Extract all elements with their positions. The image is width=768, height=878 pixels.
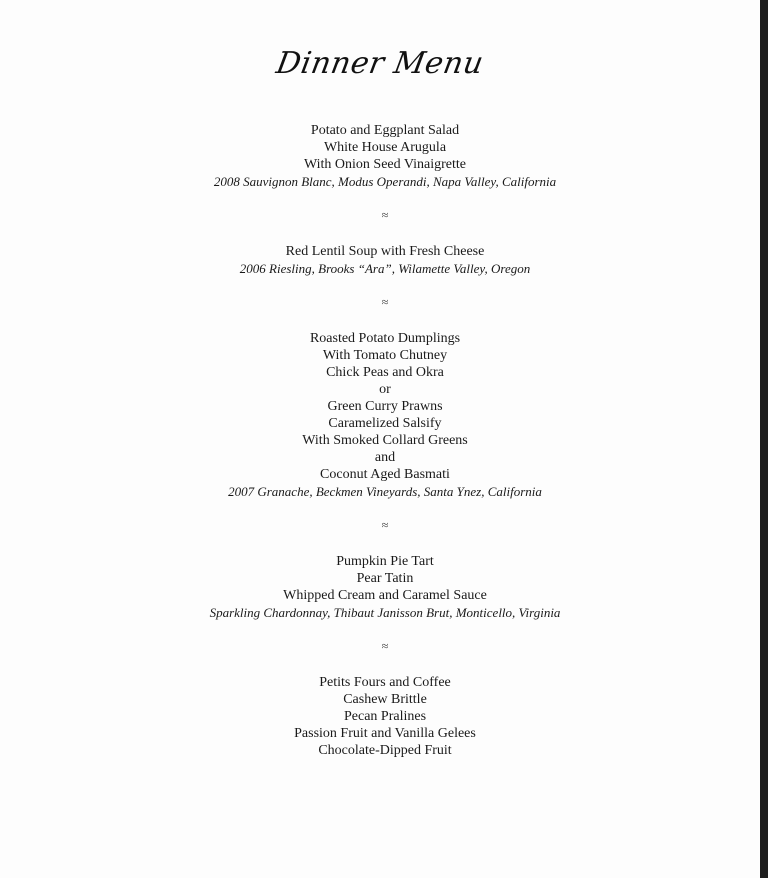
- course-separator: ≈: [381, 295, 389, 309]
- course-main: [0, 330, 768, 500]
- wine-pairing: 2006 Riesling, Brooks “Ara”, Wilamette Valley, Oregon: [239, 261, 531, 276]
- menu-item: Red Lentil Soup with Fresh Cheese: [285, 244, 485, 259]
- menu-item: Whipped Cream and Caramel Sauce: [283, 588, 487, 603]
- menu-item: Roasted Potato Dumplings: [309, 331, 461, 346]
- menu-item: White House Arugula: [323, 140, 447, 155]
- menu-item: Passion Fruit and Vanilla Gelees: [294, 726, 476, 741]
- menu-item: Pecan Pralines: [343, 709, 427, 724]
- wine-pairing: Sparkling Chardonnay, Thibaut Janisson Brut, Monticello, Virginia: [209, 605, 561, 620]
- course-soup: [0, 243, 768, 277]
- menu-item: or: [379, 382, 391, 397]
- menu-item: Cashew Brittle: [343, 692, 427, 707]
- menu-item: and: [374, 450, 396, 465]
- course-salad: [0, 122, 768, 190]
- menu-item: Coconut Aged Basmati: [320, 467, 450, 482]
- menu-item: With Tomato Chutney: [322, 348, 448, 363]
- menu-item: With Smoked Collard Greens: [302, 433, 468, 448]
- course-petits-fours: [0, 674, 768, 759]
- course-separator: ≈: [381, 639, 389, 653]
- menu-item: Pumpkin Pie Tart: [336, 554, 434, 569]
- menu-item: Green Curry Prawns: [327, 399, 443, 414]
- menu-item: Chick Peas and Okra: [326, 365, 444, 380]
- menu-item: Chocolate-Dipped Fruit: [318, 743, 452, 758]
- wine-pairing: 2008 Sauvignon Blanc, Modus Operandi, Napa Valley, California: [213, 174, 557, 189]
- menu-body: [0, 122, 768, 759]
- course-separator: ≈: [381, 208, 389, 222]
- menu-item: With Onion Seed Vinaigrette: [303, 157, 467, 172]
- menu-item: Caramelized Salsify: [328, 416, 442, 431]
- menu-item: Petits Fours and Coffee: [319, 675, 451, 690]
- course-separator: ≈: [381, 518, 389, 532]
- wine-pairing: 2007 Granache, Beckmen Vineyards, Santa Ynez, California: [228, 484, 542, 499]
- menu-title: Dinner Menu: [273, 46, 487, 81]
- menu-item: Pear Tatin: [356, 571, 414, 586]
- menu-item: Potato and Eggplant Salad: [310, 123, 460, 138]
- course-dessert: [0, 553, 768, 621]
